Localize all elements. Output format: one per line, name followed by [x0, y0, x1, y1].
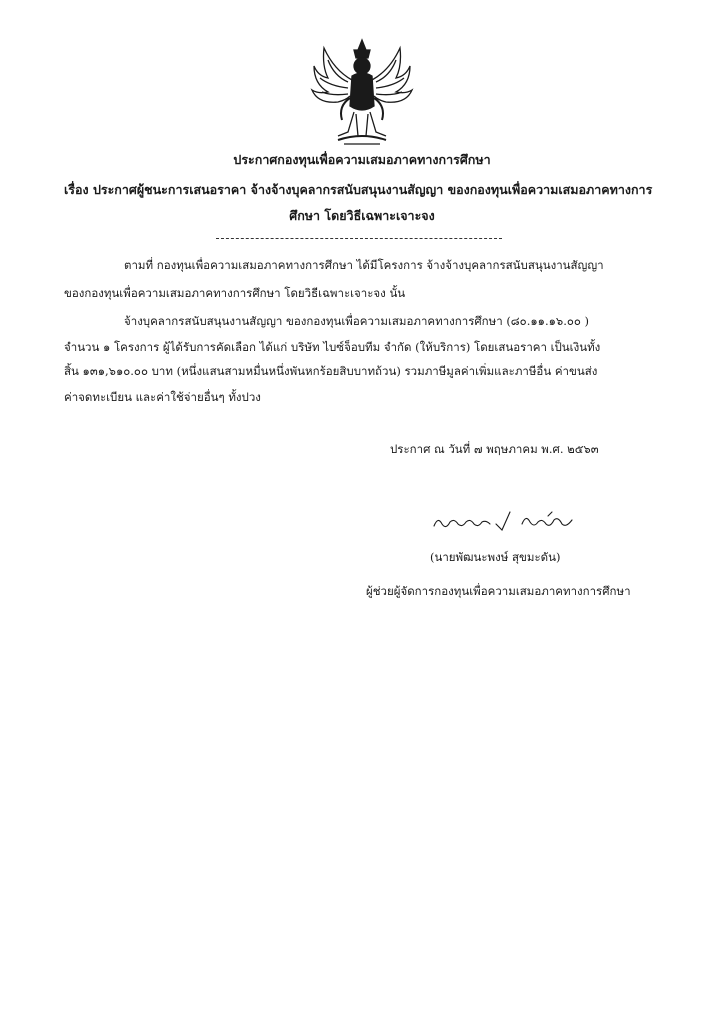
body-paragraph1-line2: ของกองทุนเพื่อความเสมอภาคทางการศึกษา โดยวิธีเฉพาะเจาะจง นั้น [64, 286, 406, 300]
signer-position: ผู้ช่วยผู้จัดการกองทุนเพื่อความเสมอภาคทางการศึกษา [366, 584, 631, 598]
body-paragraph2-line4: ค่าจดทะเบียน และค่าใช้จ่ายอื่นๆ ทั้งปวง [64, 390, 261, 404]
garuda-emblem [308, 36, 416, 148]
announcement-date: ประกาศ ณ วันที่ ๗ พฤษภาคม พ.ศ. ๒๕๖๓ [390, 442, 599, 456]
body-paragraph2-line3: สิ้น ๑๓๑,๖๑๐.๐๐ บาท (หนึ่งแสนสามหมื่นหนึ่งพันหกร้อยสิบบาทถ้วน) รวมภาษีมูลค่าเพิ่มและภาษีอื่น ค่าขนส่ง [64, 364, 598, 378]
body-paragraph1-line1: ตามที่ กองทุนเพื่อความเสมอภาคทางการศึกษา ได้มีโครงการ จ้างจ้างบุคลากรสนับสนุนงานสัญญา [124, 258, 604, 272]
announcement-subject-line1: เรื่อง ประกาศผู้ชนะการเสนอราคา จ้างจ้างบุคลากรสนับสนุนงานสัญญา ของกองทุนเพื่อความเสมอภาคทางการ [64, 182, 653, 197]
body-paragraph2-line1: จ้างบุคลากรสนับสนุนงานสัญญา ของกองทุนเพื่อความเสมอภาคทางการศึกษา (๘๐.๑๑.๑๖.๐๐ ) [124, 314, 590, 328]
announcement-subject-line2: ศึกษา โดยวิธีเฉพาะเจาะจง [289, 208, 435, 223]
body-paragraph2-line2: จำนวน ๑ โครงการ ผู้ได้รับการคัดเลือก ได้แก่ บริษัท ไบซ์จ็อบทีม จำกัด (ให้บริการ) โดยเสนอราคา เป็นเงินทั้ง [64, 340, 601, 354]
signature-image [430, 508, 580, 536]
announcement-title: ประกาศกองทุนเพื่อความเสมอภาคทางการศึกษา [233, 152, 491, 167]
section-divider [216, 238, 502, 239]
signer-name: (นายพัฒนะพงษ์ สุขมะดัน) [430, 550, 561, 564]
